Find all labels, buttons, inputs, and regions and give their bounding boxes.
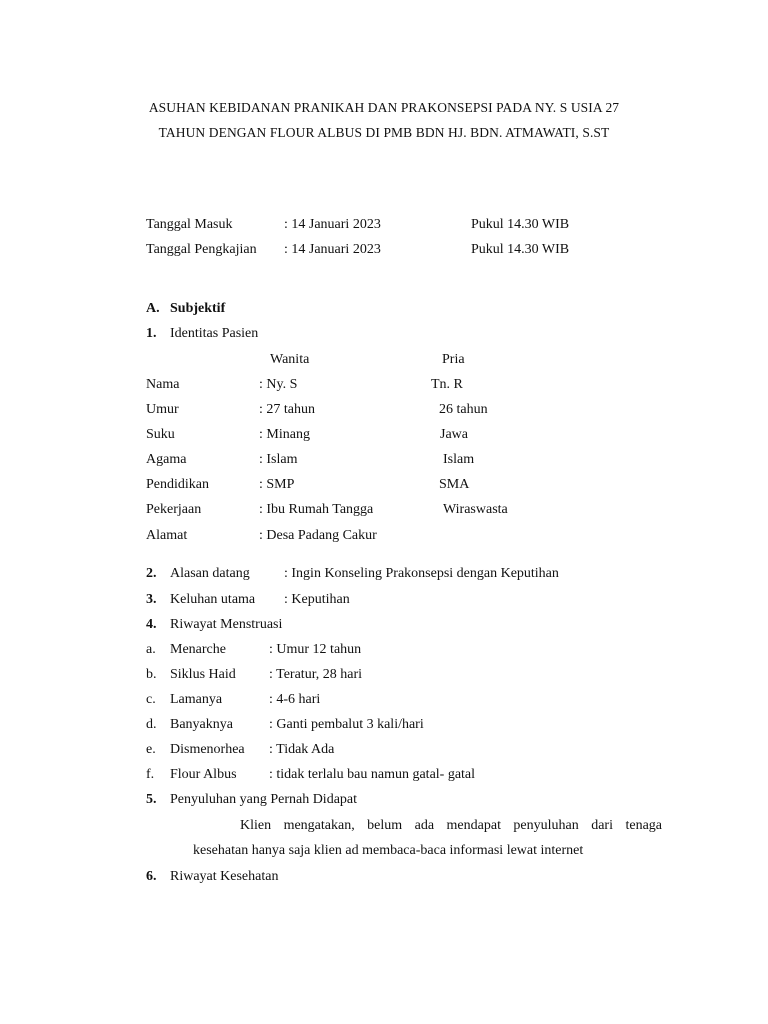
section-a-title: Subjektif [170,301,226,316]
identity-wanita-alamat: : Desa Padang Cakur [259,528,377,543]
column-header-pria: Pria [442,352,465,367]
identity-wanita-umur: : 27 tahun [259,402,315,417]
identity-wanita-pekerjaan: : Ibu Rumah Tangga [259,502,374,517]
tanggal-masuk-label: Tanggal Masuk [146,217,233,232]
menstruasi-label-banyaknya: Banyaknya [170,717,233,732]
identity-pria-pendidikan: SMA [439,477,470,492]
identity-pria-nama: Tn. R [431,377,463,392]
alasan-datang-value: : Ingin Konseling Prakonsepsi dengan Keputihan [284,566,559,581]
identity-pria-suku: Jawa [440,427,468,442]
identity-pria-agama: Islam [443,452,475,467]
menstruasi-letter-f: f. [146,767,155,782]
identity-label-suku: Suku [146,427,175,442]
item-4-number: 4. [146,617,157,632]
menstruasi-letter-d: d. [146,717,157,732]
column-header-wanita: Wanita [270,352,310,367]
menstruasi-value-banyaknya: : Ganti pembalut 3 kali/hari [269,717,424,732]
menstruasi-label-dismenorhea: Dismenorhea [170,742,245,757]
tanggal-masuk-time: Pukul 14.30 WIB [471,217,570,232]
item-1-number: 1. [146,326,157,341]
item-3-number: 3. [146,592,157,607]
menstruasi-value-dismenorhea: : Tidak Ada [269,742,335,757]
item-5-number: 5. [146,792,157,807]
menstruasi-label-flour-albus: Flour Albus [170,767,237,782]
identity-label-pendidikan: Pendidikan [146,477,209,492]
penyuluhan-paragraph-line-1: Klien mengatakan, belum ada mendapat penyuluhan dari tenaga [240,818,662,833]
identity-label-pekerjaan: Pekerjaan [146,502,202,517]
tanggal-masuk-value: : 14 Januari 2023 [284,217,381,232]
riwayat-menstruasi-heading: Riwayat Menstruasi [170,617,283,632]
section-a-marker: A. [146,301,160,316]
menstruasi-value-flour-albus: : tidak terlalu bau namun gatal- gatal [269,767,476,782]
keluhan-utama-value: : Keputihan [284,592,350,607]
item-2-number: 2. [146,566,157,581]
menstruasi-value-lamanya: : 4-6 hari [269,692,321,707]
riwayat-kesehatan-heading: Riwayat Kesehatan [170,869,279,884]
document-title-line-2: TAHUN DENGAN FLOUR ALBUS DI PMB BDN HJ. BDN. ATMAWATI, S.ST [158,125,610,140]
identity-pria-umur: 26 tahun [439,402,488,417]
keluhan-utama-label: Keluhan utama [170,592,256,607]
tanggal-pengkajian-label: Tanggal Pengkajian [146,242,257,257]
menstruasi-label-siklus: Siklus Haid [170,667,236,682]
tanggal-pengkajian-value: : 14 Januari 2023 [284,242,381,257]
identity-wanita-pendidikan: : SMP [259,477,295,492]
menstruasi-value-menarche: : Umur 12 tahun [269,642,362,657]
identity-label-alamat: Alamat [146,528,188,543]
identity-label-agama: Agama [146,452,187,467]
identity-label-umur: Umur [146,402,179,417]
menstruasi-value-siklus: : Teratur, 28 hari [269,667,363,682]
menstruasi-letter-e: e. [146,742,156,757]
menstruasi-letter-a: a. [146,642,156,657]
document-title-line-1: ASUHAN KEBIDANAN PRANIKAH DAN PRAKONSEPSI PADA NY. S USIA 27 [148,100,620,115]
penyuluhan-paragraph-line-2: kesehatan hanya saja klien ad membaca-baca informasi lewat internet [193,843,584,858]
menstruasi-label-menarche: Menarche [170,642,226,657]
identity-pria-pekerjaan: Wiraswasta [443,502,508,517]
item-6-number: 6. [146,869,157,884]
penyuluhan-heading: Penyuluhan yang Pernah Didapat [170,792,358,807]
tanggal-pengkajian-time: Pukul 14.30 WIB [471,242,570,257]
menstruasi-letter-b: b. [146,667,157,682]
identitas-pasien-heading: Identitas Pasien [170,326,259,341]
identity-wanita-suku: : Minang [259,427,310,442]
identity-wanita-agama: : Islam [259,452,298,467]
identity-label-nama: Nama [146,377,180,392]
identity-wanita-nama: : Ny. S [259,377,298,392]
menstruasi-letter-c: c. [146,692,156,707]
alasan-datang-label: Alasan datang [170,566,250,581]
menstruasi-label-lamanya: Lamanya [170,692,223,707]
